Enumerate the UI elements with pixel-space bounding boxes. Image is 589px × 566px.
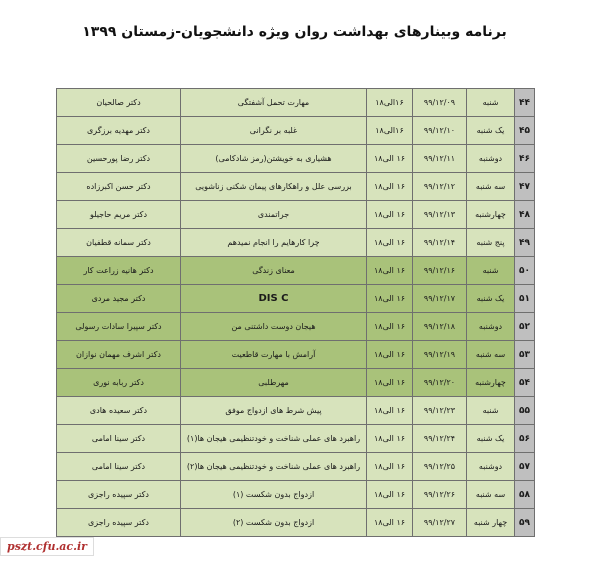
row-speaker: دکتر مریم حاجیلو [57, 201, 181, 229]
row-day: سه شنبه [467, 341, 515, 369]
row-topic: هیجان دوست داشتنی من [181, 313, 367, 341]
table-row [57, 453, 535, 481]
table-row [57, 341, 535, 369]
table-row [57, 509, 535, 537]
row-date: ۹۹/۱۲/۲۳ [413, 397, 467, 425]
row-time: ۱۶ الی۱۸ [367, 509, 413, 537]
table-row [57, 397, 535, 425]
row-number: ۴۸ [515, 201, 535, 229]
row-time: ۱۶ الی۱۸ [367, 285, 413, 313]
row-date: ۹۹/۱۲/۱۱ [413, 145, 467, 173]
row-speaker: دکتر اشرف مهمان نوازان [57, 341, 181, 369]
row-topic: مهارت تحمل آشفتگی [181, 89, 367, 117]
row-speaker: دکتر هانیه زراعت کار [57, 257, 181, 285]
table-row [57, 369, 535, 397]
row-day: شنبه [467, 397, 515, 425]
row-speaker: دکتر سپیده راجزی [57, 481, 181, 509]
table-row [57, 173, 535, 201]
table-row [57, 89, 535, 117]
row-date: ۹۹/۱۲/۱۲ [413, 173, 467, 201]
row-date: ۹۹/۱۲/۲۰ [413, 369, 467, 397]
row-number: ۴۵ [515, 117, 535, 145]
row-number: ۵۱ [515, 285, 535, 313]
row-topic: پیش شرط های ازدواج موفق [181, 397, 367, 425]
row-time: ۱۶الی۱۸ [367, 89, 413, 117]
row-date: ۹۹/۱۲/۱۹ [413, 341, 467, 369]
row-topic: مهرطلبی [181, 369, 367, 397]
row-speaker: دکتر رضا پورحسین [57, 145, 181, 173]
row-number: ۴۶ [515, 145, 535, 173]
row-number: ۵۲ [515, 313, 535, 341]
table-row [57, 201, 535, 229]
row-time: ۱۶ الی۱۸ [367, 453, 413, 481]
row-topic: معنای زندگی [181, 257, 367, 285]
row-day: چهار شنبه [467, 509, 515, 537]
table-row [57, 481, 535, 509]
table-row [57, 257, 535, 285]
row-speaker: دکتر ربابه نوری [57, 369, 181, 397]
row-number: ۴۷ [515, 173, 535, 201]
row-date: ۹۹/۱۲/۱۶ [413, 257, 467, 285]
row-date: ۹۹/۱۲/۱۳ [413, 201, 467, 229]
row-time: ۱۶ الی۱۸ [367, 397, 413, 425]
row-time: ۱۶ الی۱۸ [367, 481, 413, 509]
table-row [57, 117, 535, 145]
row-number: ۴۹ [515, 229, 535, 257]
table-row [57, 425, 535, 453]
row-day: دوشنبه [467, 453, 515, 481]
row-topic: ازدواج بدون شکست (۲) [181, 509, 367, 537]
row-speaker: دکتر سعیده هادی [57, 397, 181, 425]
row-speaker: دکتر سپیده راجزی [57, 509, 181, 537]
row-number: ۵۳ [515, 341, 535, 369]
row-time: ۱۶ الی۱۸ [367, 425, 413, 453]
row-topic: آرامش با مهارت قاطعیت [181, 341, 367, 369]
row-number: ۵۶ [515, 425, 535, 453]
table-row [57, 313, 535, 341]
row-day: یک شنبه [467, 117, 515, 145]
row-day: دوشنبه [467, 313, 515, 341]
row-speaker: دکتر سینا امامی [57, 453, 181, 481]
row-time: ۱۶ الی۱۸ [367, 173, 413, 201]
table-row [57, 145, 535, 173]
row-topic: راهبرد های عملی شناخت و خودتنظیمی هیجان ها(۲) [181, 453, 367, 481]
row-topic: چرا کارهایم را انجام نمیدهم [181, 229, 367, 257]
row-topic: هشیاری به خویشتن(رمز شادکامی) [181, 145, 367, 173]
row-date: ۹۹/۱۲/۱۷ [413, 285, 467, 313]
table-row [57, 229, 535, 257]
row-number: ۵۰ [515, 257, 535, 285]
row-date: ۹۹/۱۲/۱۴ [413, 229, 467, 257]
row-speaker: دکتر سینا امامی [57, 425, 181, 453]
row-topic: DIS C [181, 285, 367, 313]
row-day: یک شنبه [467, 285, 515, 313]
row-number: ۵۴ [515, 369, 535, 397]
site-watermark: pszt.cfu.ac.ir [0, 537, 94, 556]
row-time: ۱۶ الی۱۸ [367, 257, 413, 285]
row-speaker: دکتر حسن اکبرزاده [57, 173, 181, 201]
row-topic: بررسی علل و راهکارهای پیمان شکنی زناشویی [181, 173, 367, 201]
row-day: یک شنبه [467, 425, 515, 453]
row-time: ۱۶ الی۱۸ [367, 369, 413, 397]
row-number: ۵۷ [515, 453, 535, 481]
row-date: ۹۹/۱۲/۰۹ [413, 89, 467, 117]
row-day: سه شنبه [467, 173, 515, 201]
row-topic: غلبه بر نگرانی [181, 117, 367, 145]
row-speaker: دکتر مهدیه برزگری [57, 117, 181, 145]
row-day: شنبه [467, 257, 515, 285]
row-date: ۹۹/۱۲/۲۶ [413, 481, 467, 509]
row-speaker: دکتر صالحیان [57, 89, 181, 117]
row-day: شنبه [467, 89, 515, 117]
row-date: ۹۹/۱۲/۱۸ [413, 313, 467, 341]
row-date: ۹۹/۱۲/۱۰ [413, 117, 467, 145]
row-day: دوشنبه [467, 145, 515, 173]
table-row [57, 285, 535, 313]
row-number: ۵۵ [515, 397, 535, 425]
schedule-table [56, 88, 535, 537]
row-speaker: دکتر سمانه قطفیان [57, 229, 181, 257]
row-number: ۴۴ [515, 89, 535, 117]
row-time: ۱۶الی۱۸ [367, 117, 413, 145]
row-topic: جراتمندی [181, 201, 367, 229]
row-day: سه شنبه [467, 481, 515, 509]
row-time: ۱۶ الی۱۸ [367, 341, 413, 369]
row-number: ۵۸ [515, 481, 535, 509]
row-speaker: دکتر سپیرا سادات رسولی [57, 313, 181, 341]
page-title: برنامه وبینارهای بهداشت روان ویژه دانشجویان-زمستان ۱۳۹۹ [82, 24, 507, 40]
row-time: ۱۶ الی۱۸ [367, 229, 413, 257]
row-date: ۹۹/۱۲/۲۵ [413, 453, 467, 481]
row-date: ۹۹/۱۲/۲۷ [413, 509, 467, 537]
row-topic: ازدواج بدون شکست (۱) [181, 481, 367, 509]
row-day: پنج شنبه [467, 229, 515, 257]
row-time: ۱۶ الی۱۸ [367, 201, 413, 229]
row-day: چهارشنبه [467, 201, 515, 229]
row-time: ۱۶ الی۱۸ [367, 313, 413, 341]
row-number: ۵۹ [515, 509, 535, 537]
row-speaker: دکتر مجید مردی [57, 285, 181, 313]
row-day: چهارشنبه [467, 369, 515, 397]
row-date: ۹۹/۱۲/۲۴ [413, 425, 467, 453]
row-topic: راهبرد های عملی شناخت و خودتنظیمی هیجان ها(۱) [181, 425, 367, 453]
row-time: ۱۶ الی۱۸ [367, 145, 413, 173]
